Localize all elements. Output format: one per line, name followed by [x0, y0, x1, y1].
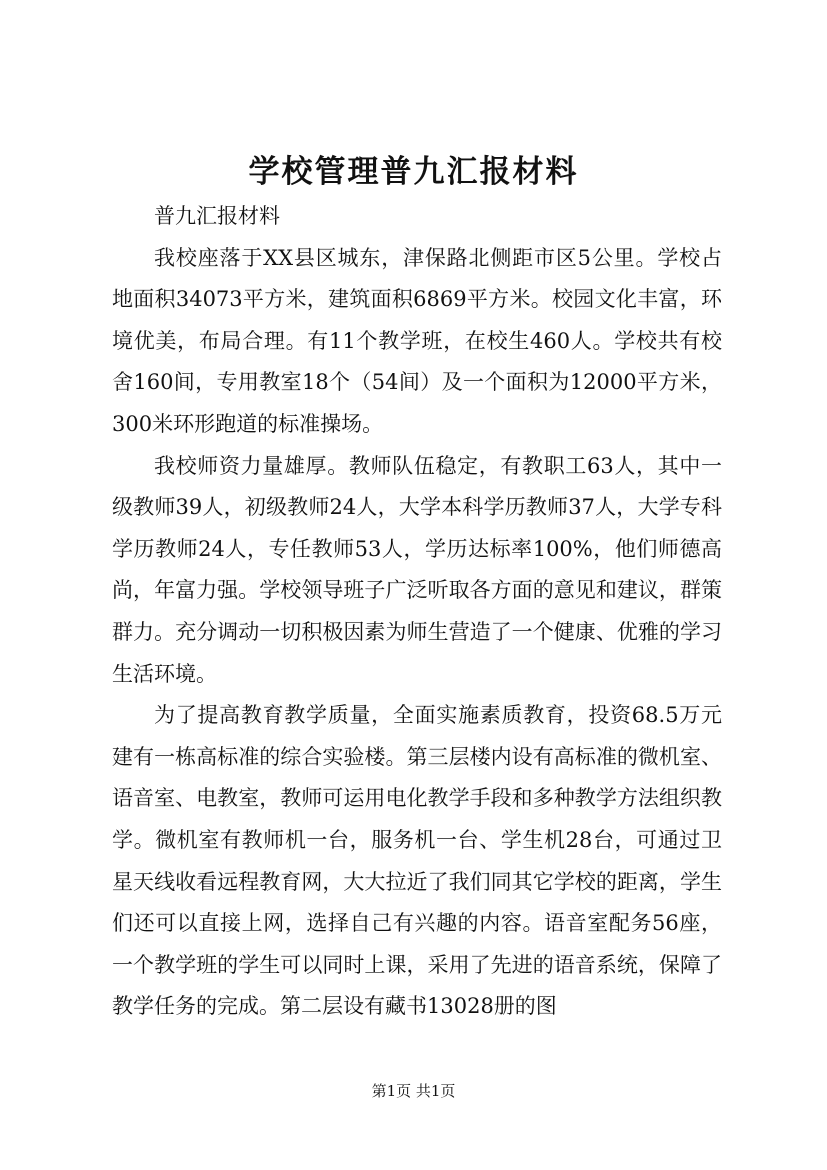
page-footer: 第1页 共1页: [371, 1082, 456, 1100]
document-title: 学校管理普九汇报材料: [248, 154, 579, 190]
paragraph-teaching-staff: 我校师资力量雄厚。教师队伍稳定，有教职工63人，其中一级教师39人，初级教师24人，大学本科学历教师37人，大学专科学历教师24人，专任教师53人，学历达标率100%，他们师德高尚，年富力强。学校领导班子广泛听取各方面的意见和建议，群策群力。充分调动一切积极因素为师生营造了一个健康、优雅的学习生活环境。: [112, 453, 722, 686]
paragraph-subtitle: 普九汇报材料: [154, 204, 280, 228]
document-body: [112, 196, 722, 1028]
paragraph-facilities: 为了提高教育教学质量，全面实施素质教育，投资68.5万元建有一栋高标准的综合实验楼。第三层楼内设有高标准的微机室、语音室、电教室，教师可运用电化教学手段和多种教学方法组织教学。微机室有教师机一台，服务机一台、学生机28台，可通过卫星天线收看远程教育网，大大拉近了我们同其它学校的距离，学生们还可以直接上网，选择自己有兴趣的内容。语音室配务56座，一个教学班的学生可以同时上课，采用了先进的语音系统，保障了教学任务的完成。第二层设有藏书13028册的图: [112, 703, 722, 1019]
paragraph-school-overview: 我校座落于XX县区城东，津保路北侧距市区5公里。学校占地面积34073平方米，建筑面积6869平方米。校园文化丰富，环境优美，布局合理。有11个教学班，在校生460人。学校共有校舍160间，专用教室18个（54间）及一个面积为12000平方米，300米环形跑道的标准操场。: [112, 245, 722, 436]
